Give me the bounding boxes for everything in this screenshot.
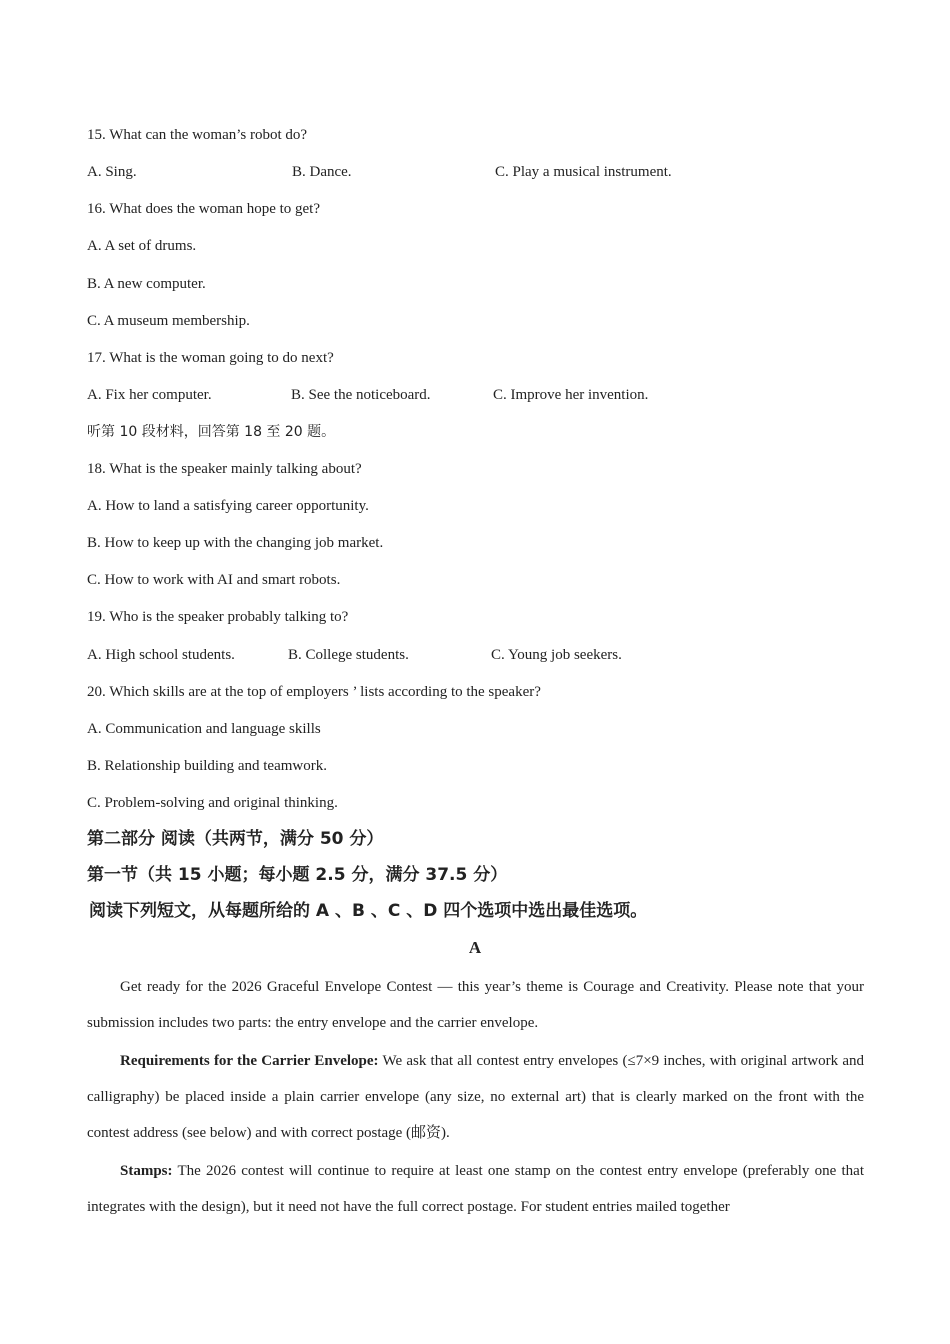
question-19-option-a: A. High school students. (87, 647, 235, 663)
paragraph-1-text: Get ready for the 2026 Graceful Envelope Contest — this year’s theme is Courage and Creativity. Please note that your submission includes two parts: the entry envelope and the carrier envelope. (87, 979, 864, 1031)
question-17-stem: 17. What is the woman going to do next? (87, 350, 334, 366)
question-20-option-a: A. Communication and language skills (87, 721, 321, 737)
question-19-stem: 19. Who is the speaker probably talking to? (87, 609, 349, 625)
question-18-option-b: B. How to keep up with the changing job market. (87, 535, 384, 551)
passage-paragraph-2 (87, 1043, 864, 1151)
question-15-option-a: A. Sing. (87, 164, 137, 180)
question-15-option-c: C. Play a musical instrument. (495, 164, 672, 180)
paragraph-2-text: We ask that all contest entry envelopes (≤7×9 inches, with original artwork and calligraphy) be placed inside a plain carrier envelope (any size, no external art) that is clearly marked on the front with the contest address (see below) and with correct postage (邮资). (87, 1053, 864, 1141)
question-16-option-b: B. A new computer. (87, 276, 206, 292)
passage-paragraph-3 (87, 1153, 864, 1225)
question-15-stem: 15. What can the woman’s robot do? (87, 127, 308, 143)
question-16-option-a: A. A set of drums. (87, 238, 197, 254)
paragraph-2-label: Requirements for the Carrier Envelope: (120, 1053, 379, 1069)
passage-label: A (468, 938, 482, 957)
paragraph-3-text: The 2026 contest will continue to require at least one stamp on the contest entry envelope (preferably one that integrates with the design), but it need not have the full correct postage. For student entries mailed together (87, 1163, 864, 1215)
section-1-heading: 第一节（共 15 小题；每小题 2.5 分，满分 37.5 分） (87, 865, 508, 885)
reading-instruction: 阅读下列短文，从每题所给的 A 、B 、C 、D 四个选项中选出最佳选项。 (89, 901, 648, 921)
question-20-option-b: B. Relationship building and teamwork. (87, 758, 327, 774)
paragraph-3-label: Stamps: (120, 1163, 173, 1179)
question-17-option-b: B. See the noticeboard. (291, 387, 431, 403)
part-2-heading: 第二部分 阅读（共两节，满分 50 分） (87, 829, 384, 849)
passage-paragraph-1 (87, 969, 864, 1041)
question-16-stem: 16. What does the woman hope to get? (87, 201, 320, 217)
question-18-option-c: C. How to work with AI and smart robots. (87, 572, 341, 588)
question-17-option-a: A. Fix her computer. (87, 387, 212, 403)
question-18-option-a: A. How to land a satisfying career opportunity. (87, 498, 369, 514)
question-20-stem: 20. Which skills are at the top of employers ’ lists according to the speaker? (87, 684, 541, 700)
question-20-option-c: C. Problem-solving and original thinking. (87, 795, 338, 811)
question-16-option-c: C. A museum membership. (87, 313, 250, 329)
question-15-option-b: B. Dance. (292, 164, 352, 180)
question-19-option-b: B. College students. (288, 647, 409, 663)
question-19-option-c: C. Young job seekers. (491, 647, 622, 663)
question-18-stem: 18. What is the speaker mainly talking about? (87, 461, 362, 477)
listening-instruction: 听第 10 段材料，回答第 18 至 20 题。 (87, 424, 336, 440)
question-17-option-c: C. Improve her invention. (493, 387, 649, 403)
